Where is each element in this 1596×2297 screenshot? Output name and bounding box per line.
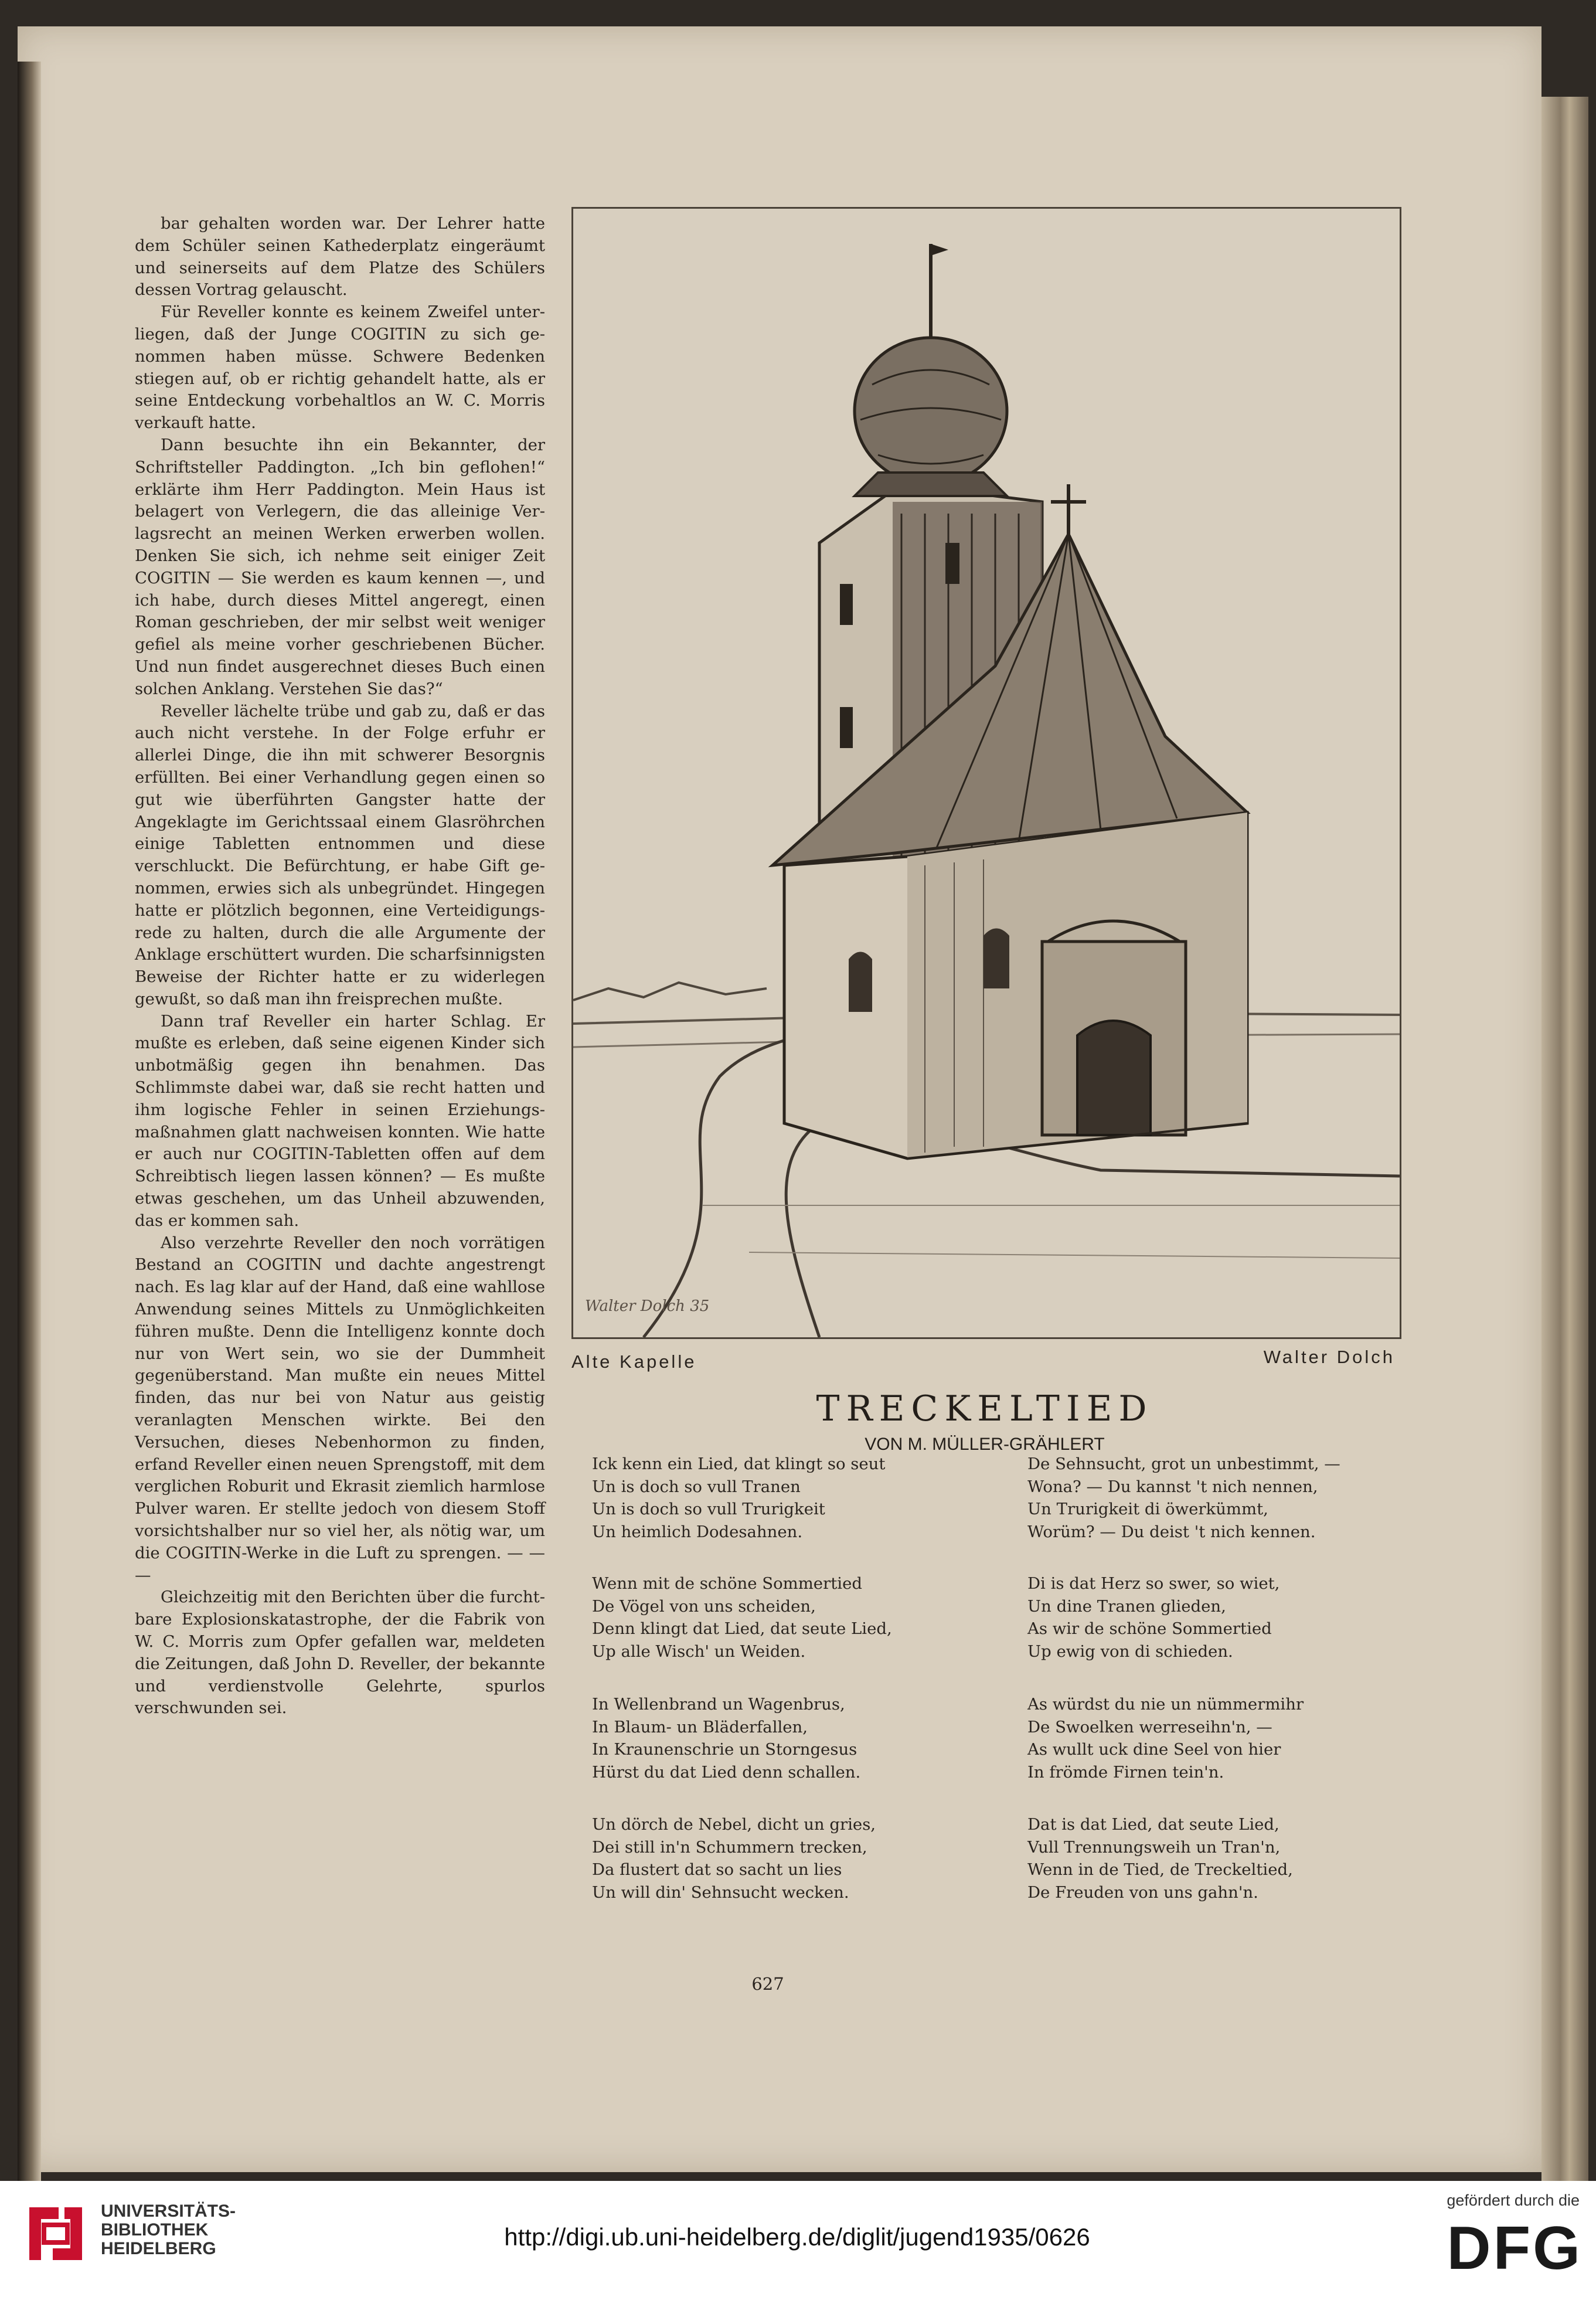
illustration-artist: Walter Dolch [1263,1347,1395,1367]
poem-line: De Vögel von uns scheiden, [592,1596,816,1616]
poem-line: Un is doch so vull Tranen [592,1477,801,1496]
dfg-logo[interactable]: DFG [1447,2214,1583,2282]
poem-line: Hürst du dat Lied denn schallen. [592,1762,861,1782]
page-stack-edge [1541,97,1588,2184]
poem-line: Denn klingt dat Lied, dat seute Lied, [592,1619,892,1638]
poem-line: Un Trurigkeit di öwerkümmt, [1027,1500,1268,1518]
poem-line: Wenn in de Tied, de Treckeltied, [1027,1860,1293,1879]
paragraph: Reveller lächelte trübe und gab zu, daß er das auch nicht verstehe. In der Folge erfuhr er allerlei Dinge, die ihn mit schwerer Besorgnis erfüllten. Bei einer Verhandlung gegen einen so gut wie überführten Gangster hatte der Angeklagte im Gerichtssaal einem Glasröhrchen einige Tabletten entnommen und diese verschluckt. Die Befürchtung, er habe Gift genommen, erwies sich als unbegründet. Hingegen hatte er plötzlich begonnen, eine Verteidigungsrede zu halten, durch die alle Argumente der Anklage erschüttert wurden. Die scharfsinnigsten Beweise der Richter hatte er zu widerlegen gewußt, so daß man ihn freisprechen mußte. [135,701,545,1008]
poem-stanza [592,1693,955,1783]
poem-stanza [1027,1693,1391,1783]
paragraph: Dann besuchte ihn ein Bekannter, der Schriftsteller Paddington. „Ich bin geflohen!“ erklärte ihm Herr Paddington. Mein Haus ist belagert von Verlegern, die das alleinige Verlagsrecht an meinen Werken erwerben wollen. Denken Sie sich, ich nehme seit einiger Zeit COGITIN — Sie werden es kaum kennen —, und ich habe, durch dieses Mittel angeregt, einen Roman geschrieben, der mir selbst weit weniger gefiel als meine vorher geschriebenen Bücher. Und nun findet ausgerechnet dieses Buch einen solchen Anklang. Verstehen Sie das?“ [135,435,545,698]
chapel-drawing [573,209,1400,1337]
poem-author: VON M. MÜLLER-GRÄHLERT [865,1435,1105,1454]
poem-line: Ick kenn ein Lied, dat klingt so seut [592,1455,886,1473]
poem-title: TRECKELTIED [816,1388,1153,1429]
permalink-url[interactable]: http://digi.ub.uni-heidelberg.de/diglit/jugend1935/0626 [504,2223,1090,2251]
poem-stanza [592,1453,955,1543]
poem-line: As würdst du nie un nümmermihr [1027,1695,1304,1714]
poem-stanza [592,1572,955,1663]
poem-line: Vull Trennungsweih un Tran'n, [1027,1837,1281,1857]
poem-line: As wir de schöne Sommertied [1027,1619,1272,1638]
journal-page [18,26,1541,2172]
poem-line: Dat is dat Lied, dat seute Lied, [1027,1815,1279,1834]
poem-line: Wenn mit de schöne Sommertied [592,1574,862,1593]
page-number: 627 [751,1974,784,1994]
poem-line: In Kraunenschrie un Storngesus [592,1740,857,1759]
poem-line: Da flustert dat so sacht un lies [592,1860,842,1879]
paragraph: Dann traf Reveller ein harter Schlag. Er mußte es erleben, daß seine eigenen Kinder sich unbotmäßig gegen ihn benahmen. Das Schlimmste dabei war, daß sie recht hatten und ihm logische Fehler in seinen Erziehungsmaßnahmen glatt nachweisen konnten. Wie hatte er auch nur COGITIN-Tabletten offen auf dem Schreibtisch liegen lassen können? — Es mußte etwas geschehen, um das Unheil abzuwenden, das er kommen sah. [135,1011,545,1230]
library-name: UNIVERSITÄTS- BIBLIOTHEK HEIDELBERG [101,2201,236,2258]
poem-line: In Wellenbrand un Wagenbrus, [592,1695,845,1714]
poem-line: Wona? — Du kannst 't nich nennen, [1027,1477,1318,1496]
poem-line: De Swoelken werreseihn'n, — [1027,1717,1272,1737]
poem-line: Worüm? — Du deist 't nich kennen. [1027,1522,1316,1541]
poem-line: Un dörch de Nebel, dicht un gries, [592,1815,876,1834]
university-library-logo-icon[interactable] [18,2196,94,2274]
poem-line: In Blaum- un Bläderfallen, [592,1717,808,1737]
poem-line: Dei still in'n Schummern trecken, [592,1837,867,1857]
poem-stanza [1027,1572,1391,1663]
chapel-illustration [571,207,1401,1339]
poem-stanza [1027,1453,1391,1543]
poem-line: De Freuden von uns gahn'n. [1027,1883,1258,1902]
poem-line: Di is dat Herz so swer, so wiet, [1027,1574,1280,1593]
poem-line: Up alle Wisch' un Weiden. [592,1642,806,1661]
page-binding-edge [18,62,41,2201]
paragraph: Also verzehrte Reveller den noch vorrätigen Bestand an COGITIN und dachte angestrengt nach. Es lag klar auf der Hand, daß eine wahllose Anwendung seines Mittels zu Unmöglichkeiten führen mußte. Denn die Intelligenz konnte doch nur von Wert sein, wo sie der Dummheit gegenüberstand. Man mußte ein neues Mittel finden, das nur bei von Natur aus geistig veranlagten Menschen wirkte. Bei den Versuchen, dieses Nebenhormon zu finden, erfand Reveller einen neuen Sprengstoff, mit dem verglichen Roburit und Ekrasit ziemlich harmlose Pulver waren. Er stellte jedoch von diesem Stoff vorsichtshalber nur so viel her, als nötig war, um die COGITIN-Werke in die Luft zu sprengen. — — — [135,1233,545,1585]
poem-line: Un dine Tranen glieden, [1027,1596,1226,1616]
viewer-footer [0,2181,1596,2297]
poem-line: Un is doch so vull Trurigkeit [592,1500,825,1518]
poem-stanza [1027,1813,1391,1904]
illustration-caption: Alte Kapelle [571,1351,697,1372]
poem-line: De Sehnsucht, grot un unbestimmt, — [1027,1455,1340,1473]
poem-line: Un will din' Sehnsucht wecken. [592,1883,849,1902]
poem-line: Up ewig von di schieden. [1027,1642,1233,1661]
paragraph: bar gehalten worden war. Der Lehrer hatte dem Schüler seinen Kathederplatz eingeräumt und seinerseits auf dem Platze des Schülers dessen Vortrag gelauscht. [135,214,545,300]
poem-stanza [592,1813,955,1904]
poem-line: Un heimlich Dodesahnen. [592,1522,803,1541]
poem-line: As wullt uck dine Seel von hier [1027,1740,1281,1759]
paragraph: Gleichzeitig mit den Berichten über die furchtbare Explosionskatastrophe, der die Fabrik von W. C. Morris zum Opfer gefallen war, meldeten die Zeitungen, daß John D. Reveller, der bekannte und verdienstvolle Gelehrte, spurlos verschwunden sei. [135,1588,545,1718]
artist-signature: Walter Dolch 35 [585,1297,710,1315]
paragraph: Für Reveller konnte es keinem Zweifel unterliegen, daß der Junge COGITIN zu sich genommen haben müsse. Schwere Bedenken stiegen auf, ob er richtig gehandelt hatte, als er seine Entdeckung vorbehaltlos an W. C. Morris verkauft hatte. [135,303,545,433]
poem-line: In frömde Firnen tein'n. [1027,1762,1224,1782]
funding-note: gefördert durch die [1447,2191,1580,2209]
article-column [135,213,545,1720]
